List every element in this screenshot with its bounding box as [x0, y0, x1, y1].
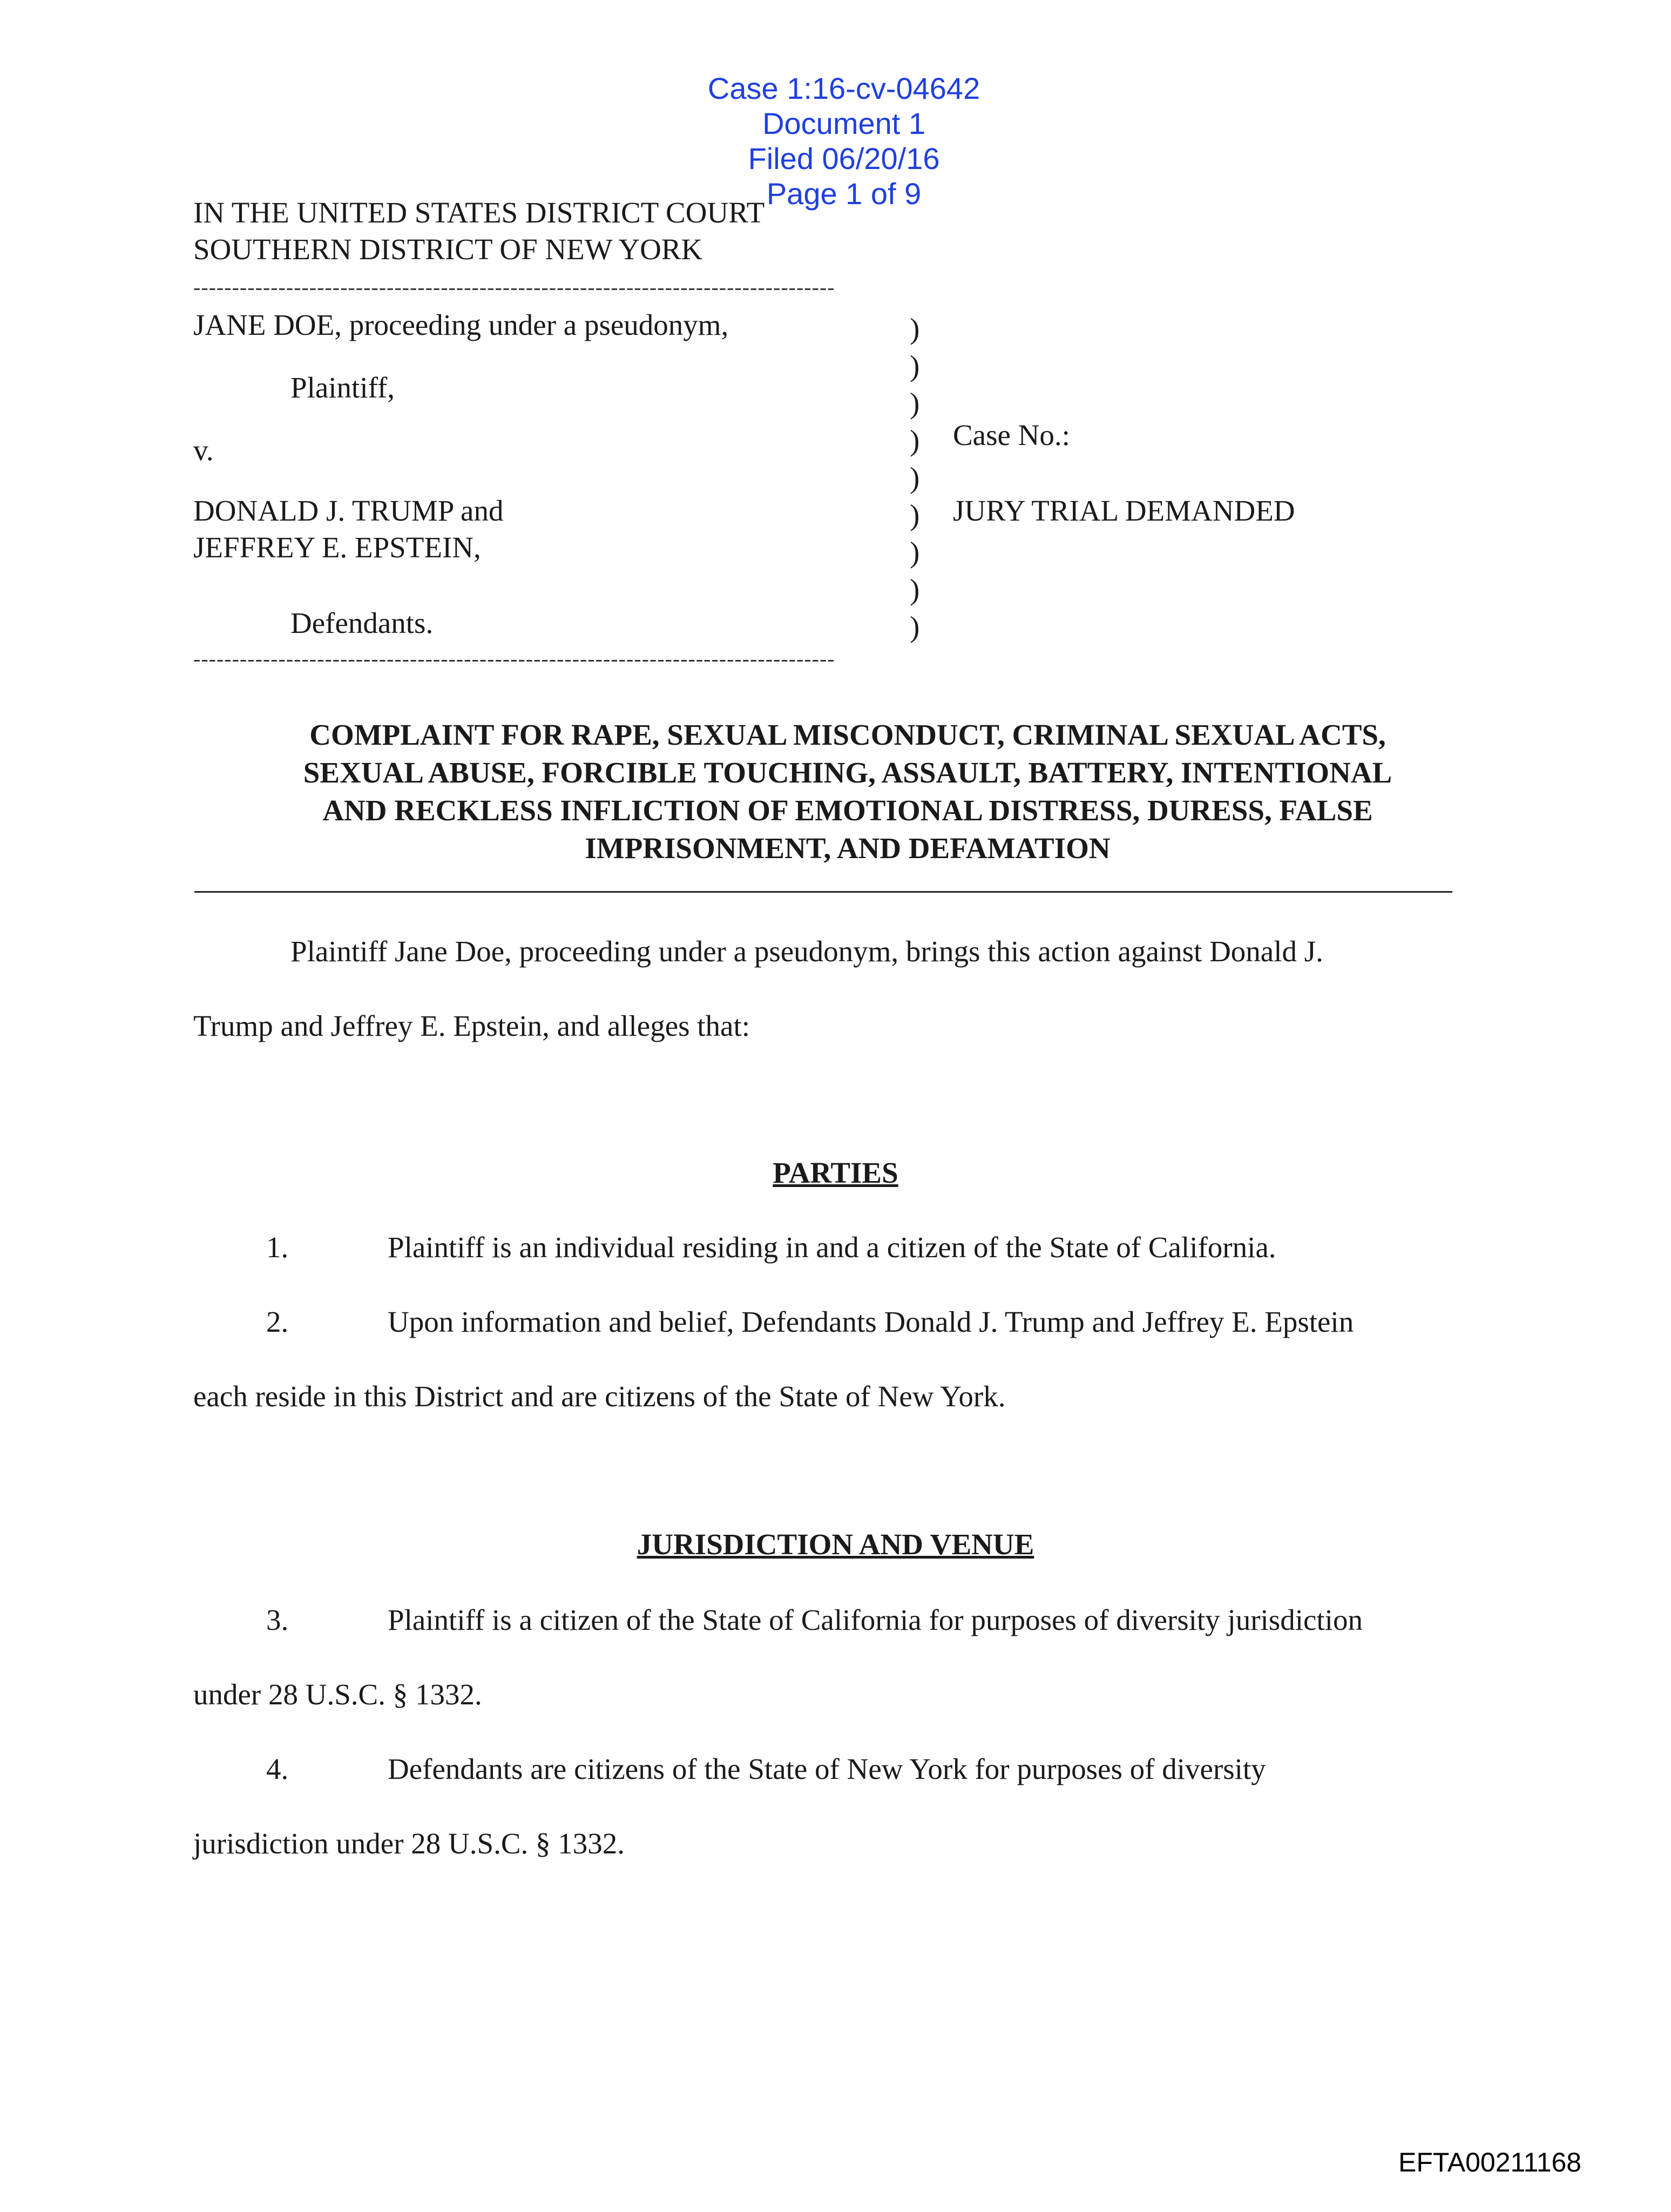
paragraph-number: 1.: [266, 1231, 289, 1264]
paragraph-number: 2.: [266, 1305, 289, 1338]
caption-plaintiff-role: Plaintiff,: [290, 371, 395, 404]
caption-top-dashes: -----------------------------------------------------------------------------------: [193, 275, 835, 299]
jury-trial-demanded: JURY TRIAL DEMANDED: [953, 494, 1295, 527]
caption-paren: ): [910, 573, 920, 606]
paragraph-number: 4.: [266, 1752, 289, 1785]
intro-line1: Plaintiff Jane Doe, proceeding under a pseudonym, brings this action against Donald J.: [290, 935, 1323, 968]
caption-paren: ): [910, 461, 920, 494]
paragraph-2-line1: Upon information and belief, Defendants Donald J. Trump and Jeffrey E. Epstein: [388, 1305, 1354, 1338]
caption-paren: ): [910, 498, 920, 531]
caption-defendant-role: Defendants.: [290, 606, 434, 639]
caption-bottom-dashes: -----------------------------------------------------------------------------------: [193, 646, 835, 671]
paragraph-3-line1: Plaintiff is a citizen of the State of California for purposes of diversity jurisdiction: [388, 1603, 1363, 1636]
stamp-case-number: Case 1:16-cv-04642: [707, 71, 980, 105]
caption-defendant2: JEFFREY E. EPSTEIN,: [193, 531, 481, 564]
paragraph-number: 3.: [266, 1603, 289, 1636]
paragraph-2-line2: each reside in this District and are citizens of the State of New York.: [193, 1380, 1006, 1413]
ecf-header-stamp: [0, 36, 1671, 211]
section-heading-jurisdiction: JURISDICTION AND VENUE: [637, 1528, 1034, 1561]
court-name-line1: IN THE UNITED STATES DISTRICT COURT: [193, 196, 765, 229]
intro-line2: Trump and Jeffrey E. Epstein, and alleges that:: [193, 1009, 750, 1042]
paragraph-1-text: Plaintiff is an individual residing in and a citizen of the State of California.: [388, 1231, 1276, 1264]
paragraph-4-line2: jurisdiction under 28 U.S.C. § 1332.: [193, 1827, 625, 1860]
complaint-title-line2: SEXUAL ABUSE, FORCIBLE TOUCHING, ASSAULT, BATTERY, INTENTIONAL: [303, 756, 1392, 789]
stamp-filed-date: Filed 06/20/16: [748, 141, 940, 176]
caption-paren: ): [910, 312, 920, 345]
complaint-title-line1: COMPLAINT FOR RAPE, SEXUAL MISCONDUCT, CRIMINAL SEXUAL ACTS,: [309, 718, 1386, 751]
paragraph-4-line1: Defendants are citizens of the State of New York for purposes of diversity: [388, 1752, 1266, 1785]
court-name-line2: SOUTHERN DISTRICT OF NEW YORK: [193, 233, 703, 266]
caption-plaintiff: JANE DOE, proceeding under a pseudonym,: [193, 308, 729, 341]
bates-number: EFTA00211168: [1398, 2147, 1582, 2177]
paragraph-3-line2: under 28 U.S.C. § 1332.: [193, 1678, 482, 1711]
caption-defendant1: DONALD J. TRUMP and: [193, 494, 504, 527]
caption-paren: ): [910, 349, 920, 382]
stamp-document: Document 1: [762, 106, 926, 140]
stamp-page: Page 1 of 9: [766, 177, 922, 211]
complaint-title-line4: IMPRISONMENT, AND DEFAMATION: [585, 832, 1111, 865]
complaint-title: [162, 716, 1533, 867]
caption-paren: ): [910, 387, 920, 420]
section-heading-parties: PARTIES: [773, 1156, 898, 1189]
caption-paren: ): [910, 424, 920, 457]
caption-paren: ): [910, 536, 920, 569]
complaint-title-line3: AND RECKLESS INFLICTION OF EMOTIONAL DISTRESS, DURESS, FALSE: [322, 794, 1373, 827]
caption-paren: ): [910, 610, 920, 643]
caption-versus: v.: [193, 434, 214, 467]
case-number-label: Case No.:: [953, 419, 1070, 451]
title-rule: [194, 891, 1452, 893]
